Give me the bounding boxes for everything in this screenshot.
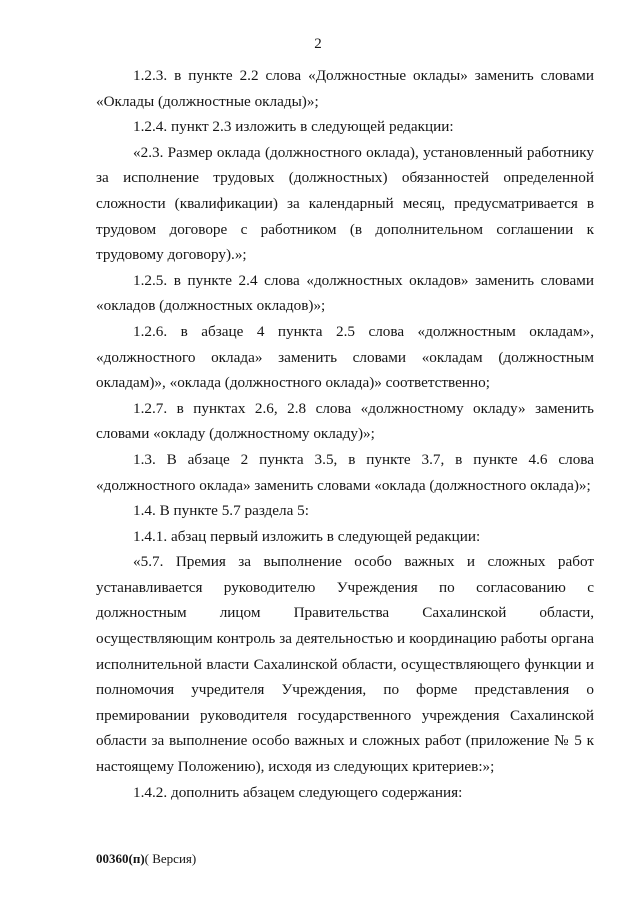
paragraph-1-3: 1.3. В абзаце 2 пункта 3.5, в пункте 3.7, в пункте 4.6 слова «должностного оклада» заменить словами «оклада (должностного оклада)»; xyxy=(96,450,594,494)
document-version: ( Версия) xyxy=(144,851,197,866)
paragraph-1-2-3: 1.2.3. в пункте 2.2 слова «Должностные оклады» заменить словами «Оклады (должностные оклады)»; xyxy=(96,67,594,110)
paragraph-1-2-6: 1.2.6. в абзаце 4 пункта 2.5 слова «должностным окладам», «должностного оклада» заменить словами «окладам (должностным окладам)», «оклада (должностного оклада)» соответственно; xyxy=(96,322,594,392)
quoted-paragraph-5-7: «5.7. Премия за выполнение особо важных и сложных работ устанавливается руководителю Учреждения по согласованию с должностным лицом Правительства Сахалинской области, осуществляющим контроль за деятельностью и координацию работы органа исполнительной власти Сахалинской области, осуществляющего функции и полномочия учредителя Учреждения, по форме представления о премировании руководителя государственного учреждения Сахалинской области за выполнение особо важных и сложных работ (приложение № 5 к настоящему Положению), исходя из следующих критериев:»; xyxy=(96,553,594,776)
paragraph-1-4: 1.4. В пункте 5.7 раздела 5: xyxy=(133,502,309,520)
paragraph-1-4-1: 1.4.1. абзац первый изложить в следующей редакции: xyxy=(133,527,481,545)
paragraph-1-4-2: 1.4.2. дополнить абзацем следующего содержания: xyxy=(133,783,463,801)
document-footer xyxy=(96,851,196,867)
page-number: 2 xyxy=(314,36,322,52)
paragraph-1-2-5: 1.2.5. в пункте 2.4 слова «должностных окладов» заменить словами «окладов (должностных окладов)»; xyxy=(96,271,594,315)
paragraph-1-2-4: 1.2.4. пункт 2.3 изложить в следующей редакции: xyxy=(133,118,454,136)
paragraph-1-2-7: 1.2.7. в пунктах 2.6, 2.8 слова «должностному окладу» заменить словами «окладу (должностному окладу)»; xyxy=(96,399,594,443)
document-body xyxy=(96,63,594,805)
quoted-paragraph-2-3: «2.3. Размер оклада (должностного оклада), установленный работнику за исполнение трудовых (должностных) обязанностей определенной сложности (квалификации) за календарный месяц, предусматривается в трудовом договоре с работником (в дополнительном соглашении к трудовому договору).»; xyxy=(96,143,594,264)
document-code: 00360(п) xyxy=(96,851,145,866)
